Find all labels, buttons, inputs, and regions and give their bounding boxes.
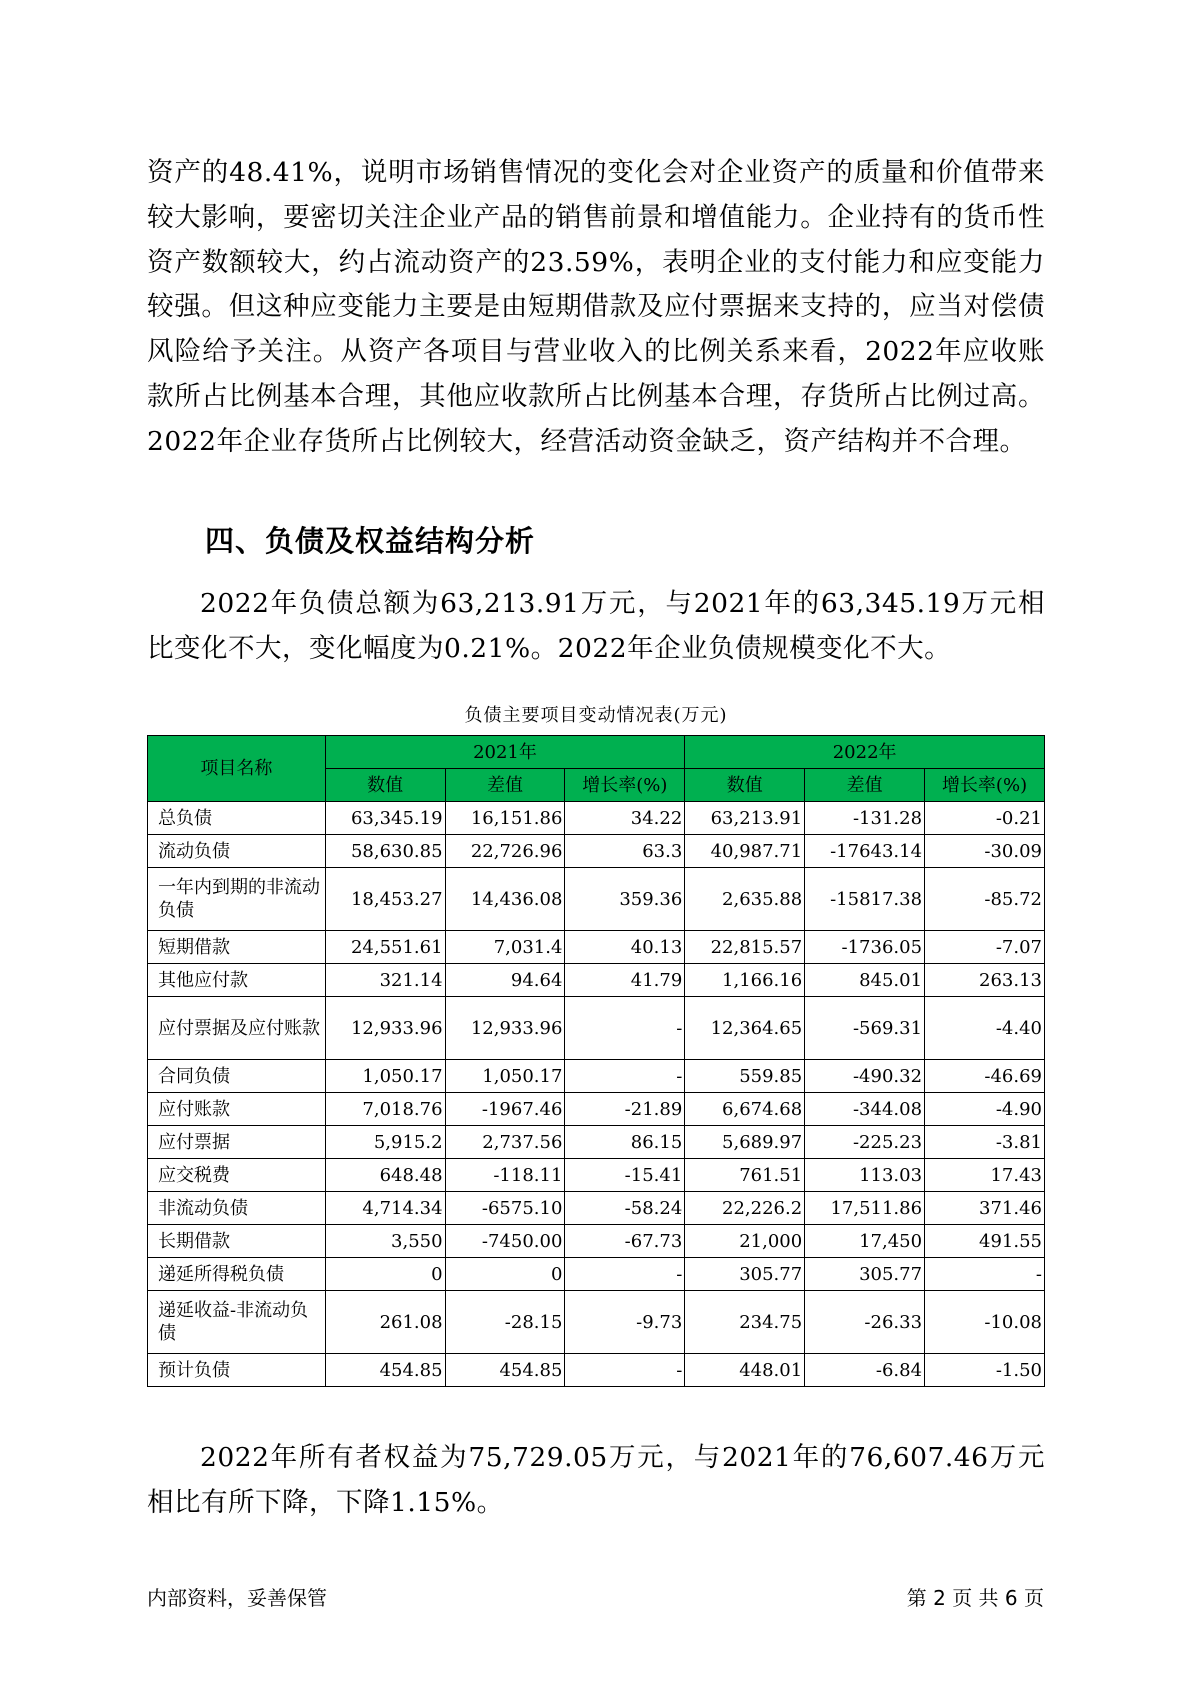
rate-2022-cell: -4.40	[925, 997, 1045, 1060]
table-row	[148, 1291, 1045, 1354]
table-row	[148, 1225, 1045, 1258]
table-row	[148, 868, 1045, 931]
value-2021-cell: 3,550	[325, 1225, 445, 1258]
diff-2021-cell: 16,151.86	[445, 802, 565, 835]
header-value-2022: 数值	[685, 769, 805, 802]
rate-2021-cell: -21.89	[565, 1093, 685, 1126]
table-row	[148, 1093, 1045, 1126]
header-diff-2021: 差值	[445, 769, 565, 802]
rate-2021-cell: 40.13	[565, 931, 685, 964]
item-name-cell: 应交税费	[148, 1159, 326, 1192]
value-2022-cell: 22,815.57	[685, 931, 805, 964]
rate-2021-cell: 41.79	[565, 964, 685, 997]
value-2021-cell: 7,018.76	[325, 1093, 445, 1126]
item-name-cell: 应付票据及应付账款	[148, 997, 326, 1060]
rate-2022-cell: -10.08	[925, 1291, 1045, 1354]
value-2021-cell: 0	[325, 1258, 445, 1291]
diff-2022-cell: 113.03	[805, 1159, 925, 1192]
footer-page-number: 第 2 页 共 6 页	[906, 1586, 1044, 1610]
rate-2022-cell: 17.43	[925, 1159, 1045, 1192]
value-2021-cell: 321.14	[325, 964, 445, 997]
rate-2021-cell: -	[565, 1060, 685, 1093]
value-2021-cell: 58,630.85	[325, 835, 445, 868]
rate-2022-cell: -85.72	[925, 868, 1045, 931]
diff-2022-cell: 17,450	[805, 1225, 925, 1258]
value-2021-cell: 5,915.2	[325, 1126, 445, 1159]
rate-2022-cell: -0.21	[925, 802, 1045, 835]
value-2021-cell: 4,714.34	[325, 1192, 445, 1225]
asset-structure-paragraph: 资产的48.41%，说明市场销售情况的变化会对企业资产的质量和价值带来较大影响，要密切关注企业产品的销售前景和增值能力。企业持有的货币性资产数额较大，约占流动资产的23.59%，表明企业的支付能力和应变能力较强。但这种应变能力主要是由短期借款及应付票据来支持的，应当对偿债风险给予关注。从资产各项目与营业收入的比例关系来看，2022年应收账款所占比例基本合理，其他应收款所占比例基本合理，存货所占比例过高。2022年企业存货所占比例较大，经营活动资金缺乏，资产结构并不合理。	[147, 157, 1045, 457]
rate-2021-cell: -15.41	[565, 1159, 685, 1192]
rate-2021-cell: -58.24	[565, 1192, 685, 1225]
diff-2022-cell: -17643.14	[805, 835, 925, 868]
table-row	[148, 1159, 1045, 1192]
rate-2021-cell: 86.15	[565, 1126, 685, 1159]
diff-2021-cell: 22,726.96	[445, 835, 565, 868]
value-2022-cell: 21,000	[685, 1225, 805, 1258]
rate-2022-cell: 263.13	[925, 964, 1045, 997]
value-2021-cell: 261.08	[325, 1291, 445, 1354]
value-2021-cell: 454.85	[325, 1354, 445, 1387]
liability-change-table	[147, 735, 1045, 1387]
value-2022-cell: 40,987.71	[685, 835, 805, 868]
table-row	[148, 931, 1045, 964]
value-2022-cell: 12,364.65	[685, 997, 805, 1060]
item-name-cell: 非流动负债	[148, 1192, 326, 1225]
diff-2022-cell: -344.08	[805, 1093, 925, 1126]
item-name-cell: 流动负债	[148, 835, 326, 868]
table-row	[148, 964, 1045, 997]
value-2021-cell: 648.48	[325, 1159, 445, 1192]
item-name-cell: 应付账款	[148, 1093, 326, 1126]
rate-2021-cell: 63.3	[565, 835, 685, 868]
rate-2021-cell: -	[565, 1354, 685, 1387]
value-2021-cell: 12,933.96	[325, 997, 445, 1060]
item-name-cell: 总负债	[148, 802, 326, 835]
value-2022-cell: 1,166.16	[685, 964, 805, 997]
rate-2022-cell: -46.69	[925, 1060, 1045, 1093]
item-name-cell: 递延所得税负债	[148, 1258, 326, 1291]
rate-2021-cell: -67.73	[565, 1225, 685, 1258]
diff-2022-cell: -6.84	[805, 1354, 925, 1387]
value-2022-cell: 22,226.2	[685, 1192, 805, 1225]
header-year-2022: 2022年	[685, 736, 1045, 769]
item-name-cell: 合同负债	[148, 1060, 326, 1093]
table-row	[148, 802, 1045, 835]
rate-2022-cell: -	[925, 1258, 1045, 1291]
liability-summary-paragraph: 2022年负债总额为63,213.91万元，与2021年的63,345.19万元相比变化不大，变化幅度为0.21%。2022年企业负债规模变化不大。	[147, 588, 1045, 664]
rate-2021-cell: -9.73	[565, 1291, 685, 1354]
table-row	[148, 997, 1045, 1060]
table-row	[148, 1258, 1045, 1291]
diff-2022-cell: -15817.38	[805, 868, 925, 931]
rate-2021-cell: -	[565, 1258, 685, 1291]
section-heading: 四、负债及权益结构分析	[205, 524, 536, 558]
diff-2022-cell: 845.01	[805, 964, 925, 997]
value-2021-cell: 18,453.27	[325, 868, 445, 931]
rate-2022-cell: -3.81	[925, 1126, 1045, 1159]
diff-2021-cell: 454.85	[445, 1354, 565, 1387]
table-row	[148, 1354, 1045, 1387]
item-name-cell: 长期借款	[148, 1225, 326, 1258]
value-2022-cell: 761.51	[685, 1159, 805, 1192]
value-2022-cell: 559.85	[685, 1060, 805, 1093]
diff-2021-cell: 14,436.08	[445, 868, 565, 931]
diff-2021-cell: 7,031.4	[445, 931, 565, 964]
diff-2022-cell: -131.28	[805, 802, 925, 835]
table-body	[148, 802, 1045, 1387]
table-row	[148, 1060, 1045, 1093]
diff-2021-cell: -7450.00	[445, 1225, 565, 1258]
diff-2021-cell: -6575.10	[445, 1192, 565, 1225]
item-name-cell: 应付票据	[148, 1126, 326, 1159]
diff-2022-cell: -569.31	[805, 997, 925, 1060]
diff-2021-cell: -1967.46	[445, 1093, 565, 1126]
rate-2022-cell: -7.07	[925, 931, 1045, 964]
rate-2022-cell: -4.90	[925, 1093, 1045, 1126]
diff-2021-cell: 12,933.96	[445, 997, 565, 1060]
diff-2022-cell: -490.32	[805, 1060, 925, 1093]
table-row	[148, 1126, 1045, 1159]
diff-2021-cell: 1,050.17	[445, 1060, 565, 1093]
table-caption: 负债主要项目变动情况表(万元)	[464, 705, 728, 726]
value-2021-cell: 24,551.61	[325, 931, 445, 964]
header-item-name: 项目名称	[148, 736, 326, 802]
diff-2021-cell: 0	[445, 1258, 565, 1291]
item-name-cell: 一年内到期的非流动负债	[148, 868, 326, 931]
diff-2022-cell: -26.33	[805, 1291, 925, 1354]
header-rate-2022: 增长率(%)	[925, 769, 1045, 802]
value-2021-cell: 1,050.17	[325, 1060, 445, 1093]
header-diff-2022: 差值	[805, 769, 925, 802]
equity-summary-paragraph: 2022年所有者权益为75,729.05万元，与2021年的76,607.46万元相比有所下降，下降1.15%。	[147, 1442, 1045, 1518]
table-row	[148, 1192, 1045, 1225]
value-2022-cell: 234.75	[685, 1291, 805, 1354]
diff-2021-cell: 2,737.56	[445, 1126, 565, 1159]
header-year-2021: 2021年	[325, 736, 685, 769]
rate-2022-cell: -1.50	[925, 1354, 1045, 1387]
header-value-2021: 数值	[325, 769, 445, 802]
diff-2021-cell: -118.11	[445, 1159, 565, 1192]
rate-2021-cell: -	[565, 997, 685, 1060]
value-2022-cell: 305.77	[685, 1258, 805, 1291]
rate-2022-cell: -30.09	[925, 835, 1045, 868]
diff-2022-cell: -1736.05	[805, 931, 925, 964]
item-name-cell: 预计负债	[148, 1354, 326, 1387]
value-2022-cell: 5,689.97	[685, 1126, 805, 1159]
value-2022-cell: 448.01	[685, 1354, 805, 1387]
rate-2021-cell: 34.22	[565, 802, 685, 835]
rate-2022-cell: 371.46	[925, 1192, 1045, 1225]
item-name-cell: 其他应付款	[148, 964, 326, 997]
value-2021-cell: 63,345.19	[325, 802, 445, 835]
diff-2021-cell: 94.64	[445, 964, 565, 997]
item-name-cell: 递延收益-非流动负债	[148, 1291, 326, 1354]
footer-confidential-note: 内部资料，妥善保管	[147, 1586, 327, 1610]
value-2022-cell: 63,213.91	[685, 802, 805, 835]
diff-2022-cell: 17,511.86	[805, 1192, 925, 1225]
value-2022-cell: 2,635.88	[685, 868, 805, 931]
rate-2022-cell: 491.55	[925, 1225, 1045, 1258]
diff-2022-cell: 305.77	[805, 1258, 925, 1291]
diff-2022-cell: -225.23	[805, 1126, 925, 1159]
table-row	[148, 835, 1045, 868]
diff-2021-cell: -28.15	[445, 1291, 565, 1354]
rate-2021-cell: 359.36	[565, 868, 685, 931]
item-name-cell: 短期借款	[148, 931, 326, 964]
value-2022-cell: 6,674.68	[685, 1093, 805, 1126]
header-rate-2021: 增长率(%)	[565, 769, 685, 802]
